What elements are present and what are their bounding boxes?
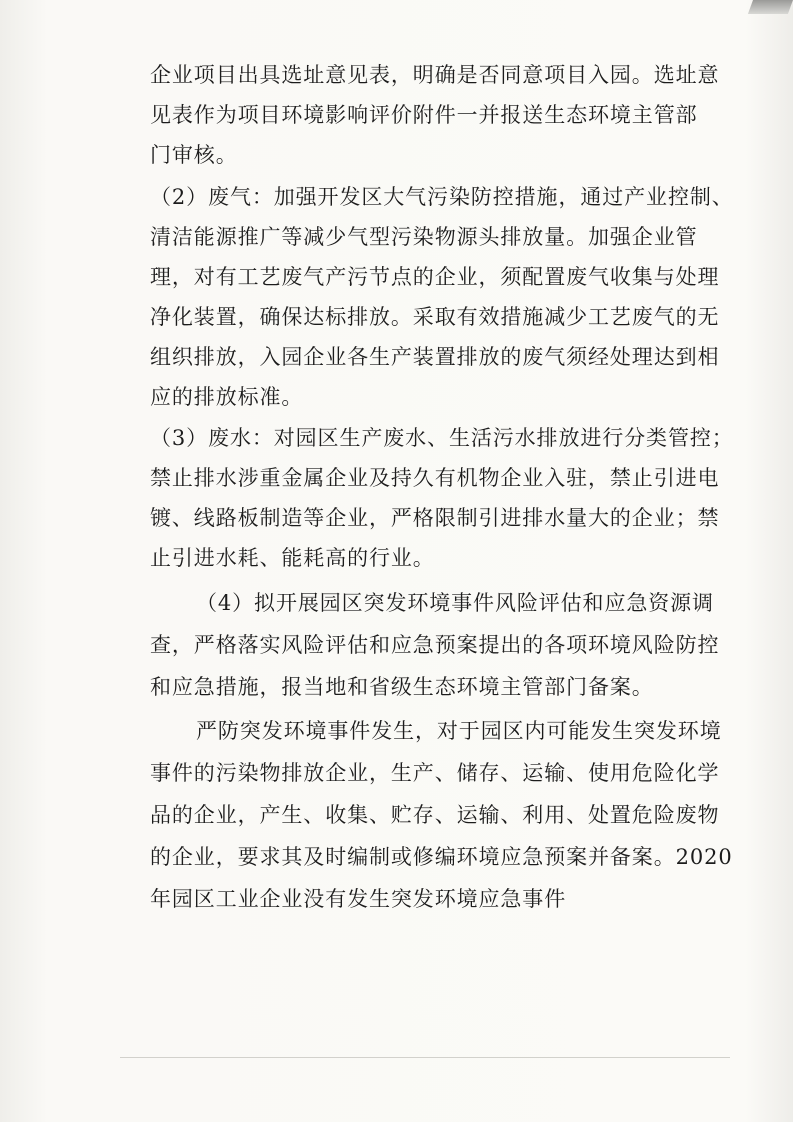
text-line-3: 门审核。: [150, 143, 238, 167]
text-line-14: （4）拟开展园区突发环境事件风险评估和应急资源调: [196, 591, 714, 615]
text-line-16: 和应急措施，报当地和省级生态环境主管部门备案。: [150, 675, 654, 699]
text-line-19: 品的企业，产生、收集、贮存、运输、利用、处置危险废物: [150, 803, 720, 827]
text-line-13: 止引进水耗、能耗高的行业。: [150, 546, 435, 570]
text-line-21: 年园区工业企业没有发生突发环境应急事件: [150, 887, 567, 911]
text-line-2: 见表作为项目环境影响评价附件一并报送生态环境主管部: [150, 103, 698, 127]
text-line-20: 的企业，要求其及时编制或修编环境应急预案并备案。2020: [150, 845, 733, 869]
text-line-4: （2）废气：加强开发区大气污染防控措施，通过产业控制、: [150, 185, 734, 209]
text-line-1: 企业项目出具选址意见表，明确是否同意项目入园。选址意: [150, 63, 720, 87]
text-line-9: 应的排放标准。: [150, 385, 304, 409]
scan-corner-shadow: [748, 0, 793, 14]
text-line-5: 清洁能源推广等减少气型污染物源头排放量。加强企业管: [150, 225, 698, 249]
text-line-15: 查，严格落实风险评估和应急预案提出的各项环境风险防控: [150, 633, 720, 657]
text-line-10: （3）废水：对园区生产废水、生活污水排放进行分类管控；: [150, 426, 734, 450]
text-line-6: 理，对有工艺废气产污节点的企业，须配置废气收集与处理: [150, 265, 720, 289]
text-line-12: 镀、线路板制造等企业，严格限制引进排水量大的企业；禁: [150, 506, 720, 530]
text-line-17: 严防突发环境事件发生，对于园区内可能发生突发环境: [196, 719, 722, 743]
text-line-11: 禁止排水涉重金属企业及持久有机物企业入驻，禁止引进电: [150, 466, 720, 490]
bottom-rule: [120, 1057, 730, 1058]
text-line-7: 净化装置，确保达标排放。采取有效措施减少工艺废气的无: [150, 305, 720, 329]
text-line-18: 事件的污染物排放企业，生产、储存、运输、使用危险化学: [150, 761, 720, 785]
text-line-8: 组织排放，入园企业各生产装置排放的废气须经处理达到相: [150, 345, 720, 369]
